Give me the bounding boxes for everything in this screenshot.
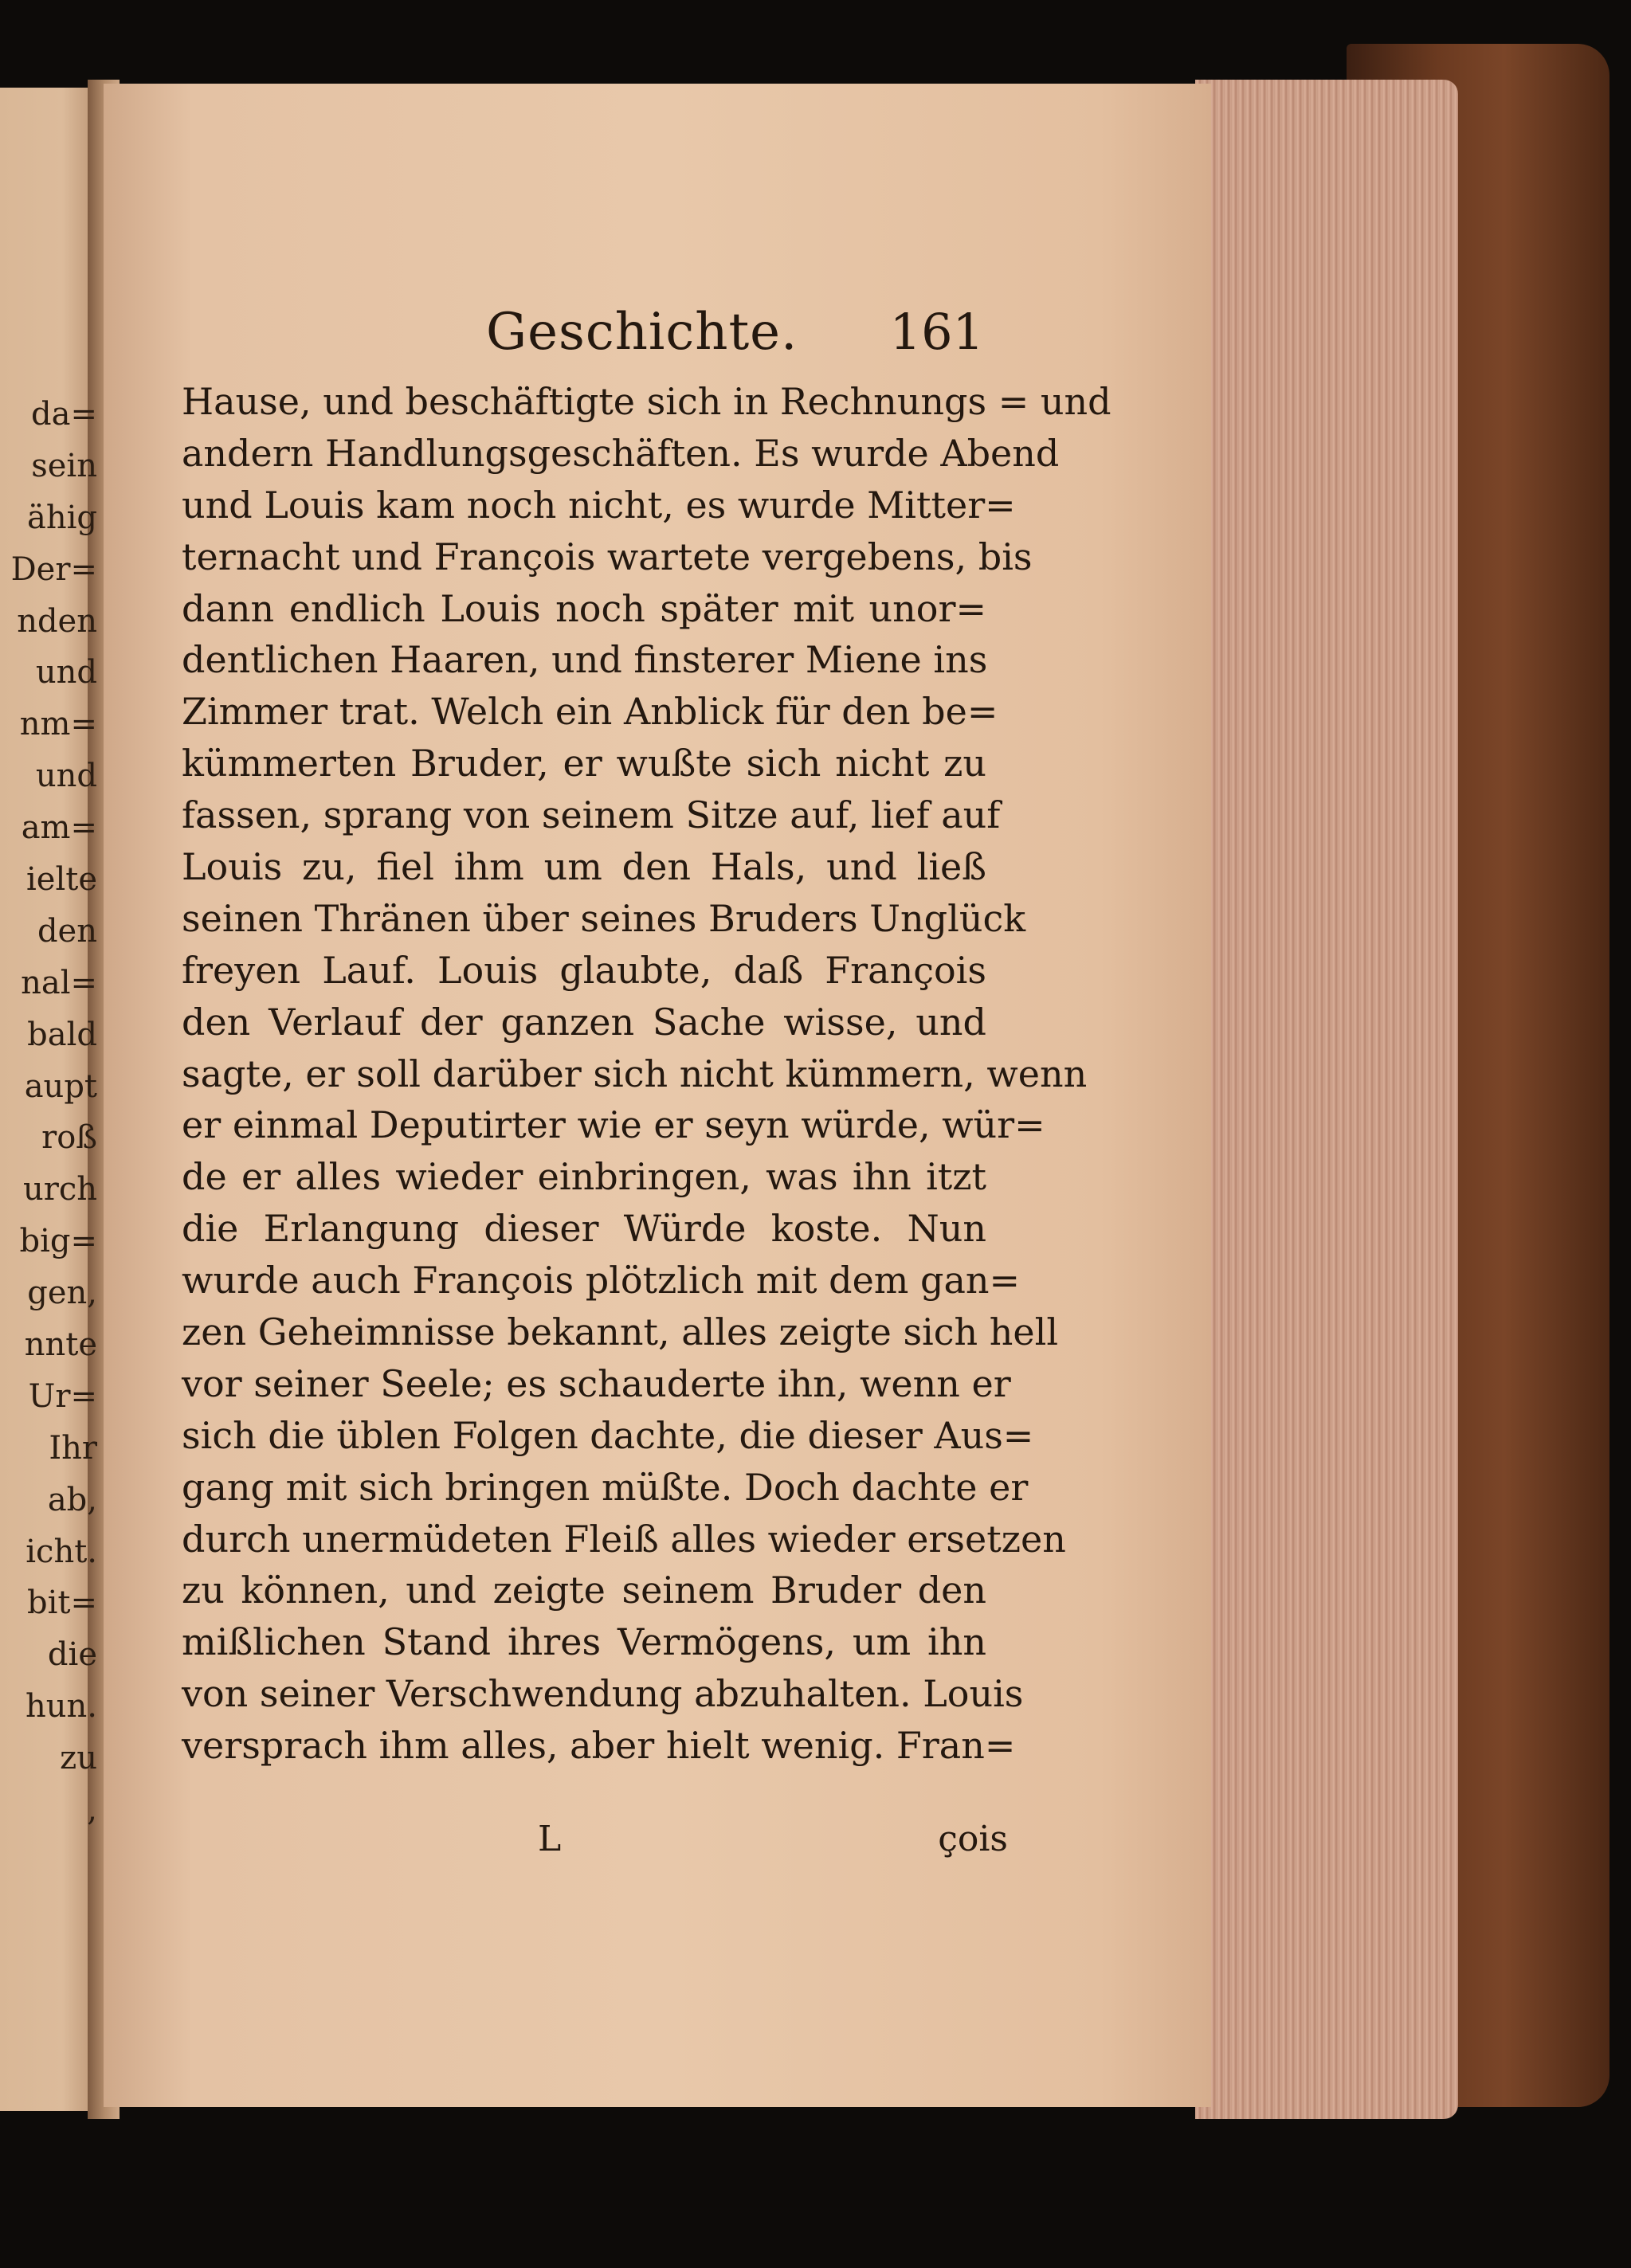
text-line: Louis zu, fiel ihm um den Hals, und ließ xyxy=(182,845,986,889)
facing-line-fragment: , xyxy=(87,1792,97,1829)
signature-mark: L xyxy=(538,1819,562,1859)
facing-line-fragment: nal= xyxy=(21,964,97,1001)
facing-line-fragment: nm= xyxy=(19,706,97,743)
text-line: fassen, sprang von seinem Sitze auf, lief auf xyxy=(182,793,1001,837)
facing-line-fragment: die xyxy=(47,1636,97,1674)
text-line: dann endlich Louis noch später mit unor= xyxy=(182,586,986,630)
text-line: die Erlangung dieser Würde koste. Nun xyxy=(182,1207,986,1251)
text-line: zen Geheimnisse bekannt, alles zeigte sich hell xyxy=(182,1310,1059,1354)
text-line: andern Handlungsgeschäften. Es wurde Abend xyxy=(182,431,1060,475)
text-line: und Louis kam noch nicht, es wurde Mitter= xyxy=(182,483,1016,527)
text-line: freyen Lauf. Louis glaubte, daß François xyxy=(182,948,986,992)
facing-line-fragment: hun. xyxy=(25,1688,97,1725)
page-edges xyxy=(1195,80,1458,2119)
facing-line-fragment: und xyxy=(35,758,97,795)
facing-line-fragment: gen, xyxy=(27,1275,97,1312)
facing-line-fragment: big= xyxy=(19,1223,97,1260)
text-line: zu können, und zeigte seinem Bruder den xyxy=(182,1569,986,1612)
text-line: seinen Thränen über seines Bruders Unglück xyxy=(182,896,1026,940)
facing-line-fragment: icht. xyxy=(25,1533,97,1570)
text-line: ternacht und François wartete vergebens, bis xyxy=(182,535,1033,578)
facing-page-line-fragments xyxy=(0,389,97,1836)
facing-line-fragment: nnte xyxy=(24,1326,97,1364)
facing-line-fragment: bit= xyxy=(27,1584,97,1622)
facing-line-fragment: roß xyxy=(41,1119,97,1157)
text-line: von seiner Verschwendung abzuhalten. Louis xyxy=(182,1672,1024,1716)
text-line: wurde auch François plötzlich mit dem gan= xyxy=(182,1259,1021,1302)
text-line: dentlichen Haaren, und finsterer Miene ins xyxy=(182,638,988,682)
page-footer xyxy=(538,1819,1008,1874)
facing-line-fragment: Der= xyxy=(10,550,97,588)
facing-line-fragment: aupt xyxy=(24,1067,97,1105)
facing-line-fragment: den xyxy=(37,912,97,950)
text-line: er einmal Deputirter wie er seyn würde, wür= xyxy=(182,1103,1045,1147)
text-line: den Verlauf der ganzen Sache wisse, und xyxy=(182,1000,986,1044)
text-line: gang mit sich bringen müßte. Doch dachte er xyxy=(182,1465,1029,1509)
facing-line-fragment: am= xyxy=(21,809,97,847)
text-line: versprach ihm alles, aber hielt wenig. Fran= xyxy=(182,1724,1016,1768)
catchword: çois xyxy=(938,1819,1008,1859)
facing-line-fragment: ab, xyxy=(47,1481,97,1518)
text-line: mißlichen Stand ihres Vermögens, um ihn xyxy=(182,1620,986,1664)
facing-line-fragment: und xyxy=(35,654,97,691)
text-line: vor seiner Seele; es schauderte ihn, wenn er xyxy=(182,1361,1011,1405)
text-line: sich die üblen Folgen dachte, die dieser Aus= xyxy=(182,1413,1034,1457)
facing-line-fragment: bald xyxy=(27,1016,97,1053)
running-title: Geschichte. xyxy=(486,303,798,362)
page-number: 161 xyxy=(889,303,984,361)
body-text xyxy=(182,376,1112,1772)
text-line: Zimmer trat. Welch ein Anblick für den be= xyxy=(182,690,998,734)
facing-line-fragment: urch xyxy=(22,1171,97,1208)
facing-line-fragment: ähig xyxy=(26,499,97,536)
facing-line-fragment: da= xyxy=(31,396,97,433)
facing-line-fragment: sein xyxy=(31,447,97,484)
facing-line-fragment: Ihr xyxy=(49,1429,97,1467)
page-header xyxy=(486,303,984,366)
facing-line-fragment: Ur= xyxy=(28,1377,97,1415)
facing-line-fragment: ielte xyxy=(25,861,97,899)
facing-line-fragment: zu xyxy=(60,1740,97,1777)
text-line: kümmerten Bruder, er wußte sich nicht zu xyxy=(182,742,986,785)
text-line: de er alles wieder einbringen, was ihn itzt xyxy=(182,1155,986,1199)
text-line: Hause, und beschäftigte sich in Rechnungs = und xyxy=(182,380,1112,423)
facing-line-fragment: nden xyxy=(17,602,97,640)
text-line: sagte, er soll darüber sich nicht kümmern, wenn xyxy=(182,1052,1088,1095)
text-line: durch unermüdeten Fleiß alles wieder ersetzen xyxy=(182,1517,1066,1561)
